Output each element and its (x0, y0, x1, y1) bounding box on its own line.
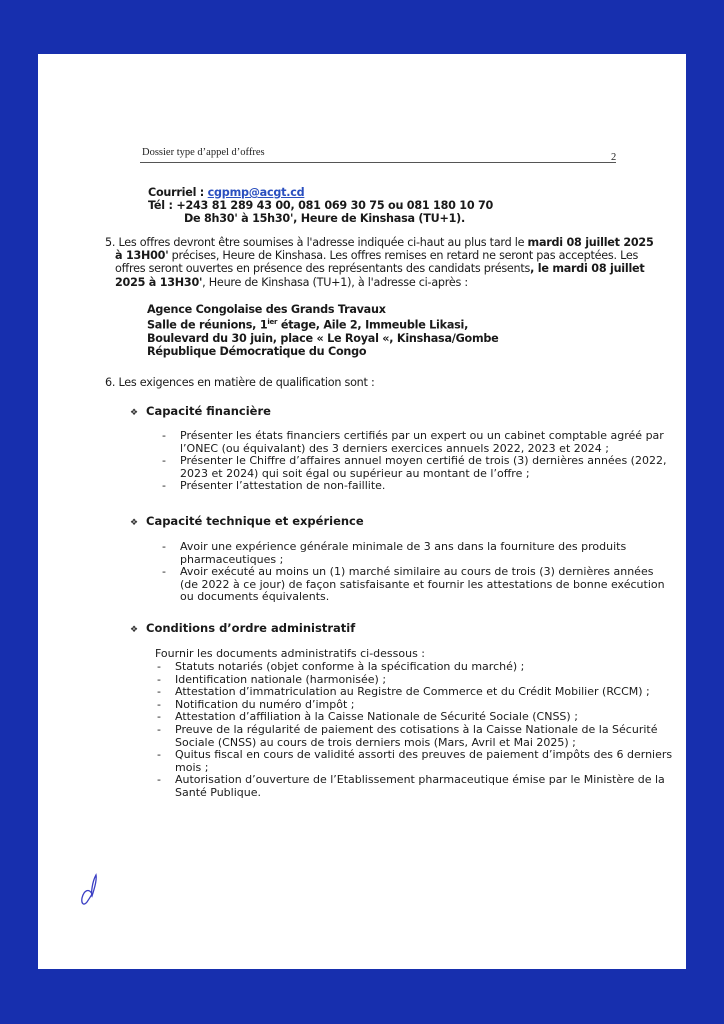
section-heading-administrative: ❖ Conditions d’ordre administratif (130, 621, 356, 635)
dash-bullet-icon: - (157, 672, 161, 686)
list-item-text: Statuts notariés (objet conforme à la spécification du marché) ; (175, 660, 525, 673)
list-item-text: Présenter l’attestation de non-faillite. (180, 479, 386, 493)
list-item-text: ou documents équivalents. (180, 590, 330, 604)
header-title: Dossier type d’appel d’offres (142, 147, 265, 158)
dash-bullet-icon: - (157, 685, 161, 699)
address-block (147, 303, 498, 359)
list-item (157, 749, 672, 774)
financial-list (162, 429, 667, 493)
dash-bullet-icon: - (157, 748, 161, 762)
dash-bullet-icon: - (162, 479, 166, 493)
page-number: 2 (611, 152, 617, 163)
section-heading-financial: ❖ Capacité financière (130, 404, 271, 418)
list-item-text: Attestation d’immatriculation au Registre de Commerce et du Crédit Mobilier (RCCM) ; (175, 685, 650, 699)
diamond-bullet-icon: ❖ (130, 518, 139, 528)
list-item-text: Avoir exécuté au moins un (1) marché similaire au cours de trois (3) dernières années (180, 565, 654, 579)
dash-bullet-icon: - (162, 429, 166, 442)
list-item (162, 541, 665, 566)
document-page (38, 54, 686, 969)
section-heading-technical: ❖ Capacité technique et expérience (130, 514, 364, 528)
address-line: Boulevard du 30 juin, place « Le Royal «, Kinshasa/Gombe (147, 332, 499, 346)
list-item (162, 566, 665, 604)
list-item-text: l’ONEC (ou équivalant) des 3 derniers exercices annuels 2022, 2023 et 2024 ; (180, 441, 609, 455)
list-item-text: Notification du numéro d’impôt ; (175, 697, 355, 711)
list-item-text: Avoir une expérience générale minimale de 3 ans dans la fourniture des produits (180, 540, 627, 553)
administrative-intro: Fournir les documents administratifs ci-dessous : (155, 647, 426, 660)
list-item (157, 724, 672, 749)
list-item-text: Présenter le Chiffre d’affaires annuel moyen certifié de trois (3) dernières années (2022, (180, 454, 667, 468)
list-item-text: Présenter les états financiers certifiés par un expert ou un cabinet comptable agréé par (180, 429, 664, 442)
dash-bullet-icon: - (162, 540, 166, 553)
list-item-text: pharmaceutiques ; (180, 552, 284, 566)
list-item-text: Identification nationale (harmonisée) ; (175, 672, 387, 686)
diamond-bullet-icon: ❖ (130, 408, 139, 418)
dash-bullet-icon: - (157, 710, 161, 724)
dash-bullet-icon: - (157, 660, 161, 673)
list-item-text: 2023 et 2024) qui soit égal ou supérieur au montant de l’offre ; (180, 466, 530, 480)
item-number: 5. (105, 236, 116, 249)
list-item (162, 430, 662, 455)
diamond-bullet-icon: ❖ (130, 625, 139, 635)
list-item-text: Preuve de la régularité de paiement des cotisations à la Caisse Nationale de la Sécurité (175, 722, 658, 736)
page-header (140, 147, 616, 163)
email-line: Courriel : cgpmp@acgt.cd (148, 186, 305, 199)
list-item-text: Attestation d’affiliation à la Caisse Nationale de Sécurité Sociale (CNSS) ; (175, 710, 578, 724)
list-item-text: Sociale (CNSS) au cours de trois derniers mois (Mars, Avril et Mai 2025) ; (175, 735, 576, 749)
list-item (162, 480, 662, 493)
administrative-list (157, 661, 672, 800)
hours-line: De 8h30' à 15h30', Heure de Kinshasa (TU+1). (184, 212, 466, 226)
signature-initials (78, 872, 102, 912)
dash-bullet-icon: - (157, 697, 161, 711)
address-line: Salle de réunions, $1^{ier}$ étage, Aile 2, Immeuble Likasi, (147, 318, 469, 332)
item-number: 6. (105, 376, 116, 389)
address-line: République Démocratique du Congo (147, 345, 367, 359)
list-item (157, 774, 672, 799)
list-item-text: Santé Publique. (175, 785, 261, 799)
address-line: Agence Congolaise des Grands Travaux (147, 303, 386, 316)
dash-bullet-icon: - (162, 565, 166, 579)
list-item-text: Autorisation d’ouverture de l’Etablissement pharmaceutique émise par le Ministère de la (175, 773, 665, 787)
list-item-text: Quitus fiscal en cours de validité assorti des preuves de paiement d’impôts des 6 derniers (175, 748, 673, 762)
technical-list (162, 541, 665, 604)
signature-icon (78, 872, 102, 908)
list-item-text: (de 2022 à ce jour) de façon satisfaisante et fournir les attestations de bonne exécution (180, 577, 665, 591)
dash-bullet-icon: - (157, 773, 161, 787)
item-6: 6. Les exigences en matière de qualification sont : (105, 376, 375, 389)
dash-bullet-icon: - (162, 454, 166, 468)
list-item (157, 686, 672, 699)
item-5: 5. Les offres devront être soumises à l'adresse indiquée ci-haut au plus tard le mardi 08 juillet 2025 à 13H00' précises, Heure de Kinshasa. Les offres remises en retard ne seront pas acceptées. Les offres seront ouvertes en présence des représentants des candidats présents, le mardi 08 juillet 2025 à 13H30', Heure de Kinshasa (TU+1), à l'adresse ci-après : (105, 236, 654, 289)
phone-line: Tél : +243 81 289 43 00, 081 069 30 75 ou 081 180 10 70 (148, 199, 494, 213)
list-item (157, 661, 672, 674)
dash-bullet-icon: - (157, 722, 161, 736)
email-link[interactable]: cgpmp@acgt.cd (207, 186, 305, 199)
list-item (162, 454, 667, 480)
list-item-text: mois ; (175, 760, 209, 774)
contact-block (148, 186, 493, 226)
